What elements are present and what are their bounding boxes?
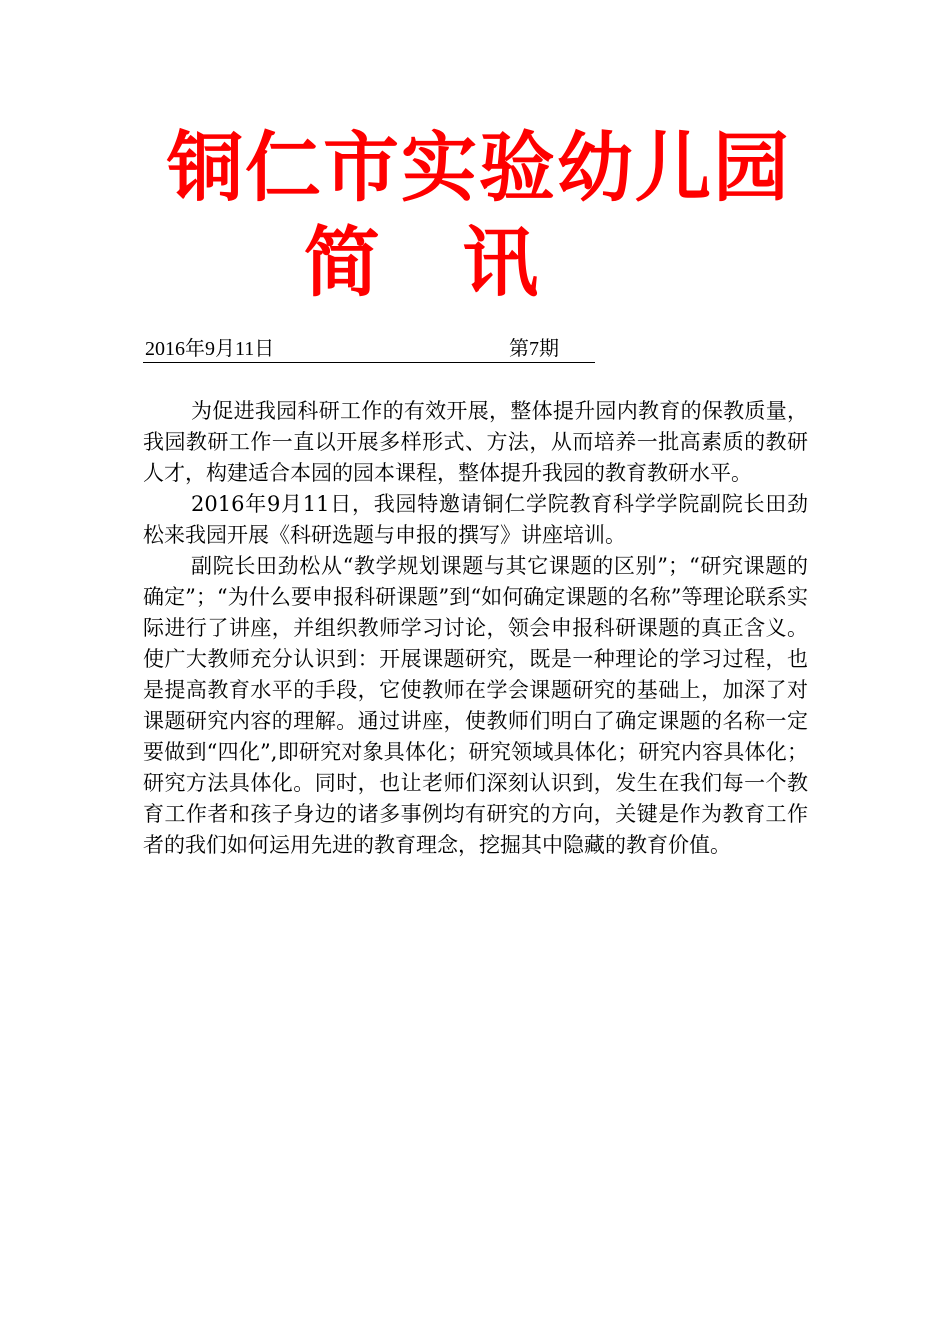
paragraph-event: 2016年9月11日，我园特邀请铜仁学院教育科学学院副院长田劲松来我园开展《科研选题与申报的撰写》讲座培训。 [143,492,808,547]
issue-info-line [143,336,595,363]
paragraph-intro: 为促进我园科研工作的有效开展，整体提升园内教育的保教质量，我园教研工作一直以开展多样形式、方法，从而培养一批高素质的教研人才，构建适合本园的园本课程，整体提升我园的教育教研水平。 [143,399,808,485]
kindergarten-name-title: 铜仁市实验幼儿园 [167,123,791,212]
article-body [143,396,808,861]
newsletter-title: 简 讯 [303,218,567,307]
paragraph-lecture-summary: 副院长田劲松从“教学规划课题与其它课题的区别”；“研究课题的确定”；“为什么要申报科研课题”到“如何确定课题的名称”等理论联系实际进行了讲座，并组织教师学习讨论，领会申报科研课题的真正含义。使广大教师充分认识到：开展课题研究，既是一种理论的学习过程，也是提高教育水平的手段，它使教师在学会课题研究的基础上，加深了对课题研究内容的理解。通过讲座，使教师们明白了确定课题的名称一定要做到“四化”,即研究对象具体化；研究领域具体化；研究内容具体化；研究方法具体化。同时，也让老师们深刻认识到，发生在我们每一个教育工作者和孩子身边的诸多事例均有研究的方向，关键是作为教育工作者的我们如何运用先进的教育理念，挖掘其中隐藏的教育价值。 [143,554,808,857]
issue-number: 第7期 [509,338,559,360]
issue-date: 2016年9月11日 [145,338,275,360]
newsletter-header [0,118,950,308]
